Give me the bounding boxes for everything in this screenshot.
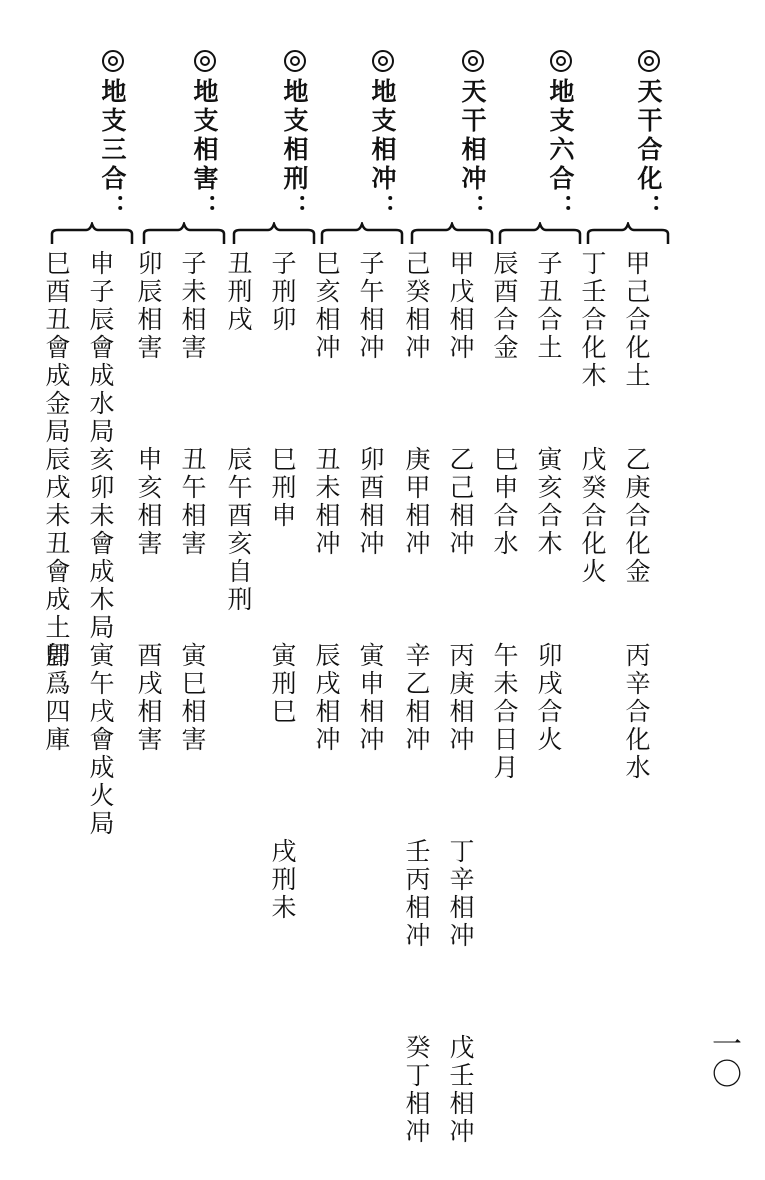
rule-entry: 寅刑巳	[268, 642, 297, 726]
rule-entry: 乙己相冲	[446, 446, 475, 558]
rule-entry: 巳刑申	[268, 446, 297, 530]
rule-entry: 辛乙相冲	[402, 642, 431, 754]
section-marker-icon	[638, 50, 660, 72]
section-heading: 天干合化：	[634, 78, 663, 223]
rule-entry: 甲戊相冲	[446, 250, 475, 362]
section-heading: 地支相刑：	[280, 78, 309, 223]
rule-entry: 酉戌相害	[134, 642, 163, 754]
rule-entry: 寅亥合木	[534, 446, 563, 558]
section-heading: 地支相冲：	[368, 78, 397, 223]
rule-entry: 庚甲相冲	[402, 446, 431, 558]
rule-entry: 辰戌未丑會成土局	[42, 446, 71, 670]
rule-entry: 丑未相冲	[312, 446, 341, 558]
brace-icon	[586, 222, 670, 246]
section-heading: 地支三合：	[98, 78, 127, 223]
rule-entry: 卽爲四庫	[42, 642, 71, 754]
rule-entry: 卯戌合火	[534, 642, 563, 754]
rule-entry: 巳亥相冲	[312, 250, 341, 362]
rule-entry: 卯酉相冲	[356, 446, 385, 558]
section-marker-icon	[102, 50, 124, 72]
rule-entry: 亥卯未會成木局	[86, 446, 115, 642]
rule-entry: 寅巳相害	[178, 642, 207, 754]
rule-entry: 寅申相冲	[356, 642, 385, 754]
rule-entry: 卯辰相害	[134, 250, 163, 362]
brace-icon	[232, 222, 316, 246]
rule-entry: 丑午相害	[178, 446, 207, 558]
rule-entry: 子午相冲	[356, 250, 385, 362]
rule-entry: 戊壬相冲	[446, 1034, 475, 1146]
brace-icon	[142, 222, 226, 246]
section-heading: 地支六合：	[546, 78, 575, 223]
brace-icon	[50, 222, 134, 246]
section-marker-icon	[284, 50, 306, 72]
rule-entry: 辰酉合金	[490, 250, 519, 362]
rule-entry: 己癸相冲	[402, 250, 431, 362]
rule-entry: 壬丙相冲	[402, 838, 431, 950]
rule-entry: 辰戌相冲	[312, 642, 341, 754]
brace-icon	[498, 222, 582, 246]
brace-icon	[410, 222, 494, 246]
rule-entry: 午未合日月	[490, 642, 519, 782]
rule-entry: 甲己合化土	[622, 250, 651, 390]
section-marker-icon	[550, 50, 572, 72]
rule-entry: 申亥相害	[134, 446, 163, 558]
rule-entry: 丁壬合化木	[578, 250, 607, 390]
rule-entry: 癸丁相冲	[402, 1034, 431, 1146]
rule-entry: 子未相害	[178, 250, 207, 362]
page-number: 一〇	[706, 1028, 741, 1088]
rule-entry: 辰午酉亥自刑	[224, 446, 253, 614]
rule-entry: 丙辛合化水	[622, 642, 651, 782]
section-marker-icon	[194, 50, 216, 72]
section-marker-icon	[462, 50, 484, 72]
section-heading: 天干相冲：	[458, 78, 487, 223]
rule-entry: 丑刑戌	[224, 250, 253, 334]
rule-entry: 子刑卯	[268, 250, 297, 334]
rule-entry: 丙庚相冲	[446, 642, 475, 754]
brace-icon	[320, 222, 404, 246]
section-heading: 地支相害：	[190, 78, 219, 223]
rule-entry: 丁辛相冲	[446, 838, 475, 950]
rule-entry: 巳申合水	[490, 446, 519, 558]
rule-entry: 乙庚合化金	[622, 446, 651, 586]
rule-entry: 戌刑未	[268, 838, 297, 922]
rule-entry: 申子辰會成水局	[86, 250, 115, 446]
rule-entry: 戊癸合化火	[578, 446, 607, 586]
rule-entry: 巳酉丑會成金局	[42, 250, 71, 446]
rule-entry: 子丑合土	[534, 250, 563, 362]
rule-entry: 寅午戌會成火局	[86, 642, 115, 838]
section-marker-icon	[372, 50, 394, 72]
